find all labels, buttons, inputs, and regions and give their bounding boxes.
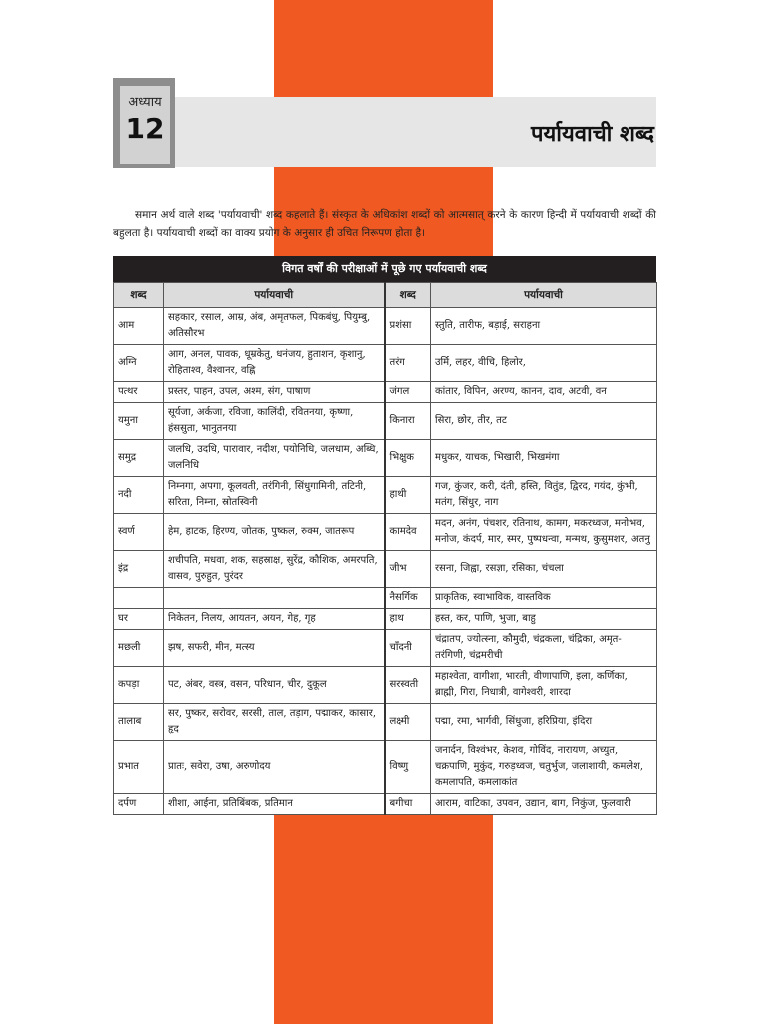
- synonyms-cell: प्रातः, सवेरा, उषा, अरुणोदय: [164, 741, 385, 794]
- synonyms-cell: हस्त, कर, पाणि, भुजा, बाहु: [431, 609, 657, 630]
- synonyms-cell: महाश्वेता, वागीशा, भारती, वीणापाणि, इला, कर्णिका, ब्राह्मी, गिरा, निधात्री, वागेश्वरी, शारदा: [431, 667, 657, 704]
- synonyms-table: [113, 282, 657, 815]
- page-title: पर्यायवाची शब्द: [531, 122, 654, 147]
- word-cell: सरस्वती: [385, 667, 431, 704]
- word-cell: लक्ष्मी: [385, 704, 431, 741]
- synonyms-cell: सर, पुष्कर, सरोवर, सरसी, ताल, तड़ाग, पद्माकर, कासार, हृद: [164, 704, 385, 741]
- word-cell: कपड़ा: [114, 667, 164, 704]
- word-cell: स्वर्ण: [114, 514, 164, 551]
- synonyms-cell: प्रस्तर, पाहन, उपल, अश्म, संग, पाषाण: [164, 382, 385, 403]
- intro-paragraph: समान अर्थ वाले शब्द 'पर्यायवाची' शब्द कहलाते हैं। संस्कृत के अधिकांश शब्दों को आत्मसात् करने के कारण हिन्दी में पर्यायवाची शब्दों की बहुलता है। पर्यायवाची शब्दों का वाक्य प्रयोग के अनुसार ही उचित निरूपण होता है।: [113, 209, 656, 239]
- word-cell: आम: [114, 308, 164, 345]
- table-row: [114, 382, 657, 403]
- word-cell: तालाब: [114, 704, 164, 741]
- word-cell: इंद्र: [114, 551, 164, 588]
- word-cell: कामदेव: [385, 514, 431, 551]
- chapter-label: अध्याय: [128, 95, 162, 110]
- table-row: [114, 551, 657, 588]
- synonyms-cell: स्तुति, तारीफ, बड़ाई, सराहना: [431, 308, 657, 345]
- word-cell: [114, 588, 164, 609]
- synonyms-cell: झष, सफरी, मीन, मत्स्य: [164, 630, 385, 667]
- word-cell: किनारा: [385, 403, 431, 440]
- synonyms-cell: जलधि, उदधि, पारावार, नदीश, पयोनिधि, जलधाम, अब्धि, जलनिधि: [164, 440, 385, 477]
- word-cell: जंगल: [385, 382, 431, 403]
- synonyms-cell: चंद्रातप, ज्योत्स्ना, कौमुदी, चंद्रकला, चंद्रिका, अमृत-तरंगिणी, चंद्रमरीची: [431, 630, 657, 667]
- synonyms-cell: निकेतन, निलय, आयतन, अयन, गेह, गृह: [164, 609, 385, 630]
- table-row: [114, 609, 657, 630]
- table-row: [114, 403, 657, 440]
- synonyms-cell: हेम, हाटक, हिरण्य, जोतक, पुष्कल, रुक्म, जातरूप: [164, 514, 385, 551]
- synonyms-cell: प्राकृतिक, स्वाभाविक, वास्तविक: [431, 588, 657, 609]
- word-cell: अग्नि: [114, 345, 164, 382]
- chapter-box: [120, 86, 170, 164]
- synonyms-cell: पद्मा, रमा, भार्गवी, सिंधुजा, हरिप्रिया, इंदिरा: [431, 704, 657, 741]
- word-cell: यमुना: [114, 403, 164, 440]
- synonyms-cell: शीशा, आईना, प्रतिबिंबक, प्रतिमान: [164, 794, 385, 815]
- word-cell: प्रशंसा: [385, 308, 431, 345]
- synonyms-cell: निम्नगा, अपगा, कूलवती, तरंगिनी, सिंधुगामिनी, तटिनी, सरिता, निम्ना, स्रोतस्विनी: [164, 477, 385, 514]
- word-cell: विष्णु: [385, 741, 431, 794]
- synonyms-cell: आराम, वाटिका, उपवन, उद्यान, बाग, निकुंज, फुलवारी: [431, 794, 657, 815]
- word-cell: नदी: [114, 477, 164, 514]
- synonyms-cell: मदन, अनंग, पंचशर, रतिनाथ, कामग, मकरध्वज, मनोभव, मनोज, कंदर्प, मार, स्मर, पुष्पधन्वा, मन्मथ, कुसुमशर, अतनु: [431, 514, 657, 551]
- table-row: [114, 345, 657, 382]
- synonyms-cell: [164, 588, 385, 609]
- table-row: [114, 477, 657, 514]
- synonyms-cell: कांतार, विपिन, अरण्य, कानन, दाव, अटवी, वन: [431, 382, 657, 403]
- table-row: [114, 741, 657, 794]
- word-cell: चाँदनी: [385, 630, 431, 667]
- synonyms-cell: आग, अनल, पावक, धूम्रकेतु, धनंजय, हुताशन, कृशानु, रोहिताश्व, वैश्वानर, वह्नि: [164, 345, 385, 382]
- table-header-row: [114, 283, 657, 308]
- table-row: [114, 514, 657, 551]
- word-cell: मछली: [114, 630, 164, 667]
- synonyms-table-wrapper: [113, 256, 656, 815]
- synonyms-cell: शचीपति, मधवा, शक, सहस्राक्ष, सुरेंद्र, कौशिक, अमरपति, वासव, पुरुहुत, पुरंदर: [164, 551, 385, 588]
- synonyms-cell: जनार्दन, विश्वंभर, केशव, गोविंद, नारायण, अच्युत, चक्रपाणि, मुकुंद, गरुड़ध्वज, चतुर्भुज, जलाशायी, कमलेश, कमलापति, कमलाकांत: [431, 741, 657, 794]
- table-row: [114, 667, 657, 704]
- synonyms-cell: पट, अंबर, वस्त्र, वसन, परिधान, चीर, दुकूल: [164, 667, 385, 704]
- table-row: [114, 704, 657, 741]
- synonyms-cell: सूर्यजा, अर्कजा, रविजा, कालिंदी, रवितनया, कृष्णा, हंससुता, भानुतनया: [164, 403, 385, 440]
- word-cell: प्रभात: [114, 741, 164, 794]
- chapter-number: 12: [125, 112, 165, 145]
- synonyms-cell: मधुकर, याचक, भिखारी, भिखमंगा: [431, 440, 657, 477]
- table-row: [114, 588, 657, 609]
- word-cell: घर: [114, 609, 164, 630]
- word-cell: भिक्षुक: [385, 440, 431, 477]
- word-cell: बगीचा: [385, 794, 431, 815]
- word-cell: दर्पण: [114, 794, 164, 815]
- header-word-2: शब्द: [385, 283, 431, 308]
- synonyms-cell: उर्मि, लहर, वीचि, हिलोर,: [431, 345, 657, 382]
- word-cell: नैसर्गिक: [385, 588, 431, 609]
- synonyms-cell: सिरा, छोर, तीर, तट: [431, 403, 657, 440]
- word-cell: समुद्र: [114, 440, 164, 477]
- header-synonyms-1: पर्यायवाची: [164, 283, 385, 308]
- synonyms-cell: गज, कुंजर, करी, दंती, हस्ति, वितुंड, द्विरद, गयंद, कुंभी, मतंग, सिंधुर, नाग: [431, 477, 657, 514]
- word-cell: जीभ: [385, 551, 431, 588]
- synonyms-cell: सहकार, रसाल, आम्र, अंब, अमृतफल, पिकबंधु, पियुम्बु, अतिसौरभ: [164, 308, 385, 345]
- word-cell: हाथ: [385, 609, 431, 630]
- header-word-1: शब्द: [114, 283, 164, 308]
- synonyms-cell: रसना, जिह्वा, रसज्ञा, रसिका, चंचला: [431, 551, 657, 588]
- table-row: [114, 794, 657, 815]
- header-synonyms-2: पर्यायवाची: [431, 283, 657, 308]
- word-cell: हाथी: [385, 477, 431, 514]
- table-body: [114, 308, 657, 815]
- table-caption: विगत वर्षों की परीक्षाओं में पूछे गए पर्यायवाची शब्द: [113, 256, 656, 282]
- word-cell: तरंग: [385, 345, 431, 382]
- table-row: [114, 440, 657, 477]
- table-row: [114, 308, 657, 345]
- table-row: [114, 630, 657, 667]
- word-cell: पत्थर: [114, 382, 164, 403]
